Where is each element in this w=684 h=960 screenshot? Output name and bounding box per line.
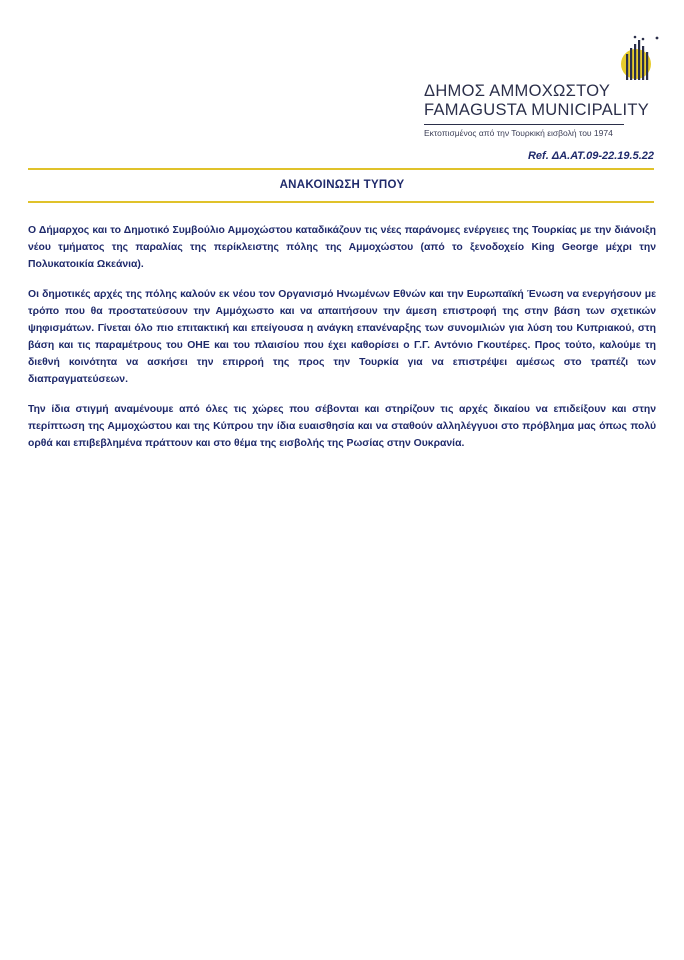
municipality-tagline: Εκτοπισμένος από την Τουρκική εισβολή του 1974 xyxy=(424,128,613,138)
paragraph-3: Την ίδια στιγμή αναμένουμε από όλες τις χώρες που σέβονται και στηρίζουν τις αρχές δικαίου να επιδείξουν και στην περίπτωση της Αμμοχώστου και της Κύπρου την ίδια ευαισθησία και να σταθούν αλληλέγγυοι στο πρόβλημα μας όπως πολύ ορθά και επιβεβλημένα πράττουν και στο θέμα της εισβολής της Ρωσίας στην Ουκρανία. xyxy=(28,404,656,449)
municipality-header xyxy=(424,82,654,138)
header-divider xyxy=(424,124,624,125)
title-rule-bottom xyxy=(28,201,654,203)
document-title: ΑΝΑΚΟΙΝΩΣΗ ΤΥΠΟΥ xyxy=(279,179,405,191)
reference-number: Ref. ΔΑ.ΑΤ.09-22.19.5.22 xyxy=(527,150,654,162)
famagusta-logo-icon xyxy=(620,34,660,84)
paragraph-1: Ο Δήμαρχος και το Δημοτικό Συμβούλιο Αμμοχώστου καταδικάζουν τις νέες παράνομες ενέργειες της Τουρκίας με την διάνοιξη νέου τμήματος της παραλίας της περίκλειστης πόλης της Αμμοχώστου (από το ξενοδοχείο King George μέχρι την Πολυκατοικία Ωκεάνια). xyxy=(28,225,656,270)
paragraph-2: Οι δημοτικές αρχές της πόλης καλούν εκ νέου τον Οργανισμό Ηνωμένων Εθνών και την Ευρωπαϊκή Ένωση να ενεργήσουν με τρόπο που θα προστατεύσουν την Αμμόχωστο και να απαιτήσουν την άμεση επιστροφή της στην βάση των σχετικών ψηφισμάτων. Γίνεται όλο πιο επιτακτική και επείγουσα η ανάγκη επανέναρξης των συνομιλιών για λύση του Κυπριακού, στη βάση και τις παραμέτρους του ΟΗΕ και του πλαισίου που έχει καθορίσει ο Γ.Γ. Αντόνιο Γκουτέρες. Προς τούτο, καλούμε τη διεθνή κοινότητα να ασκήσει την επιρροή της προς την Τουρκία για να επιστρέψει αμέσως στο τραπέζι των διαπραγματεύσεων. xyxy=(28,289,656,385)
municipality-name-english: FAMAGUSTA MUNICIPALITY xyxy=(424,101,650,119)
municipality-name-greek: ΔΗΜΟΣ ΑΜΜΟΧΩΣΤΟΥ xyxy=(424,82,611,100)
document-body xyxy=(28,222,656,465)
title-rule-top xyxy=(28,168,654,170)
